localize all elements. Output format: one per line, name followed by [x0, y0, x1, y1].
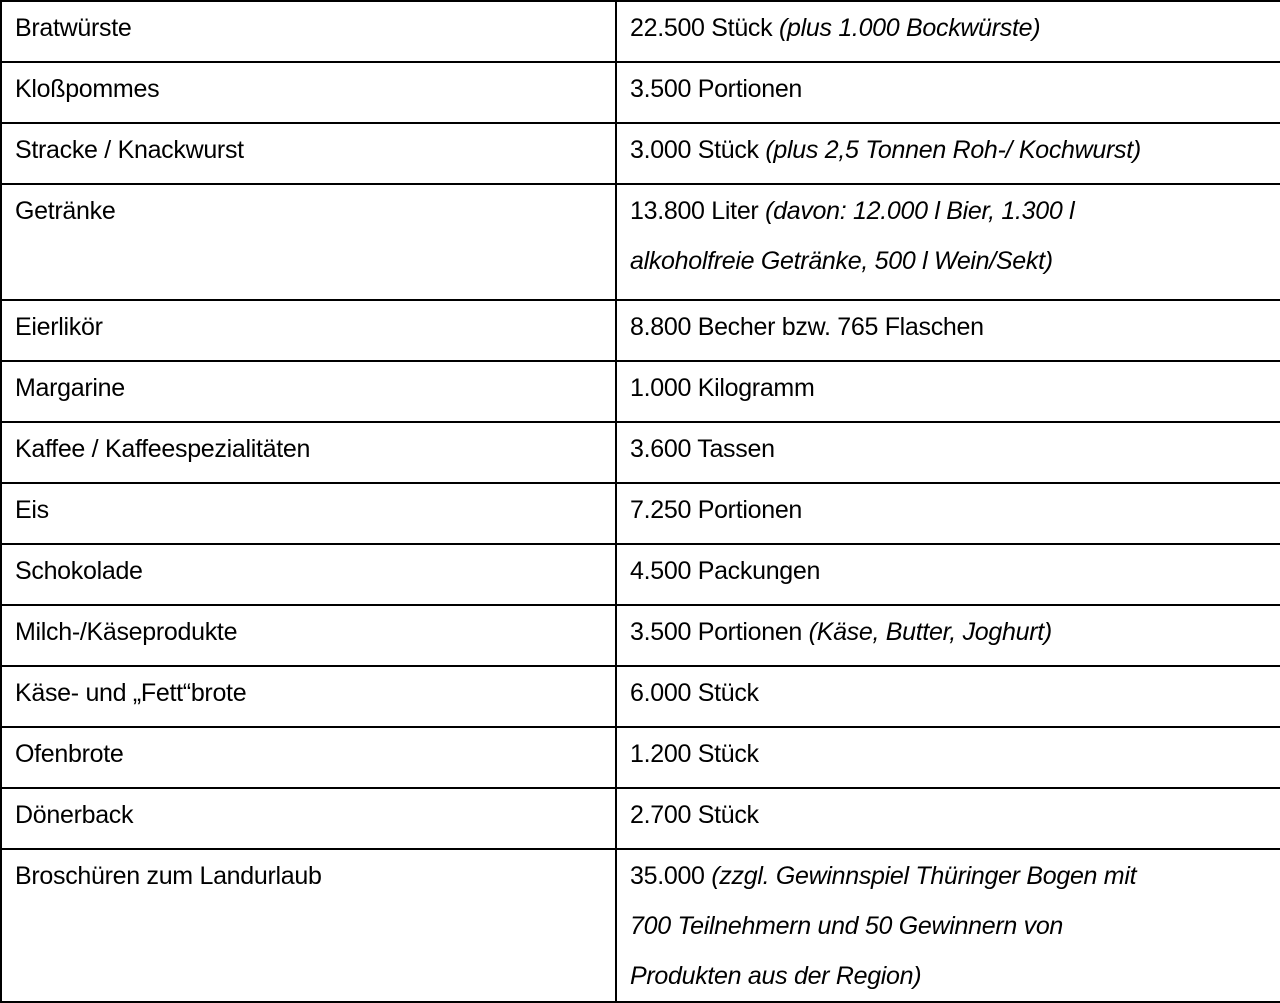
product-name-cell: Kloßpommes [1, 62, 616, 123]
table-row [1, 666, 1280, 727]
quantity-segment: 3.600 Tassen [630, 435, 775, 463]
table-row [1, 361, 1280, 422]
table-row [1, 123, 1280, 184]
product-name-cell: Käse- und „Fett“brote [1, 666, 616, 727]
quantity-segment: 4.500 Packungen [630, 557, 821, 585]
quantity-cell [616, 544, 1280, 605]
quantity-segment: 1.200 Stück [630, 740, 759, 768]
table-row [1, 483, 1280, 544]
quantity-segment: (zzgl. Gewinnspiel Thüringer Bogen mit [711, 862, 1137, 890]
quantity-segment: 700 Teilnehmern und 50 Gewinnern von [630, 912, 1064, 940]
quantity-cell [616, 788, 1280, 849]
quantity-segment: 1.000 Kilogramm [630, 374, 815, 402]
table-row [1, 300, 1280, 361]
product-name-cell: Broschüren zum Landurlaub [1, 849, 616, 1002]
quantity-segment: 8.800 Becher bzw. 765 Flaschen [630, 313, 984, 341]
quantity-segment: Produkten aus der Region) [630, 962, 922, 990]
quantity-cell [616, 123, 1280, 184]
table-row [1, 1, 1280, 62]
table-row [1, 62, 1280, 123]
table-row [1, 727, 1280, 788]
quantity-segment: 35.000 [630, 862, 712, 890]
product-name-cell: Stracke / Knackwurst [1, 123, 616, 184]
quantity-cell [616, 483, 1280, 544]
quantity-segment: 6.000 Stück [630, 679, 759, 707]
quantity-segment: 3.500 Portionen [630, 618, 809, 646]
quantity-segment: (plus 2,5 Tonnen Roh-/ Kochwurst) [765, 136, 1141, 164]
product-name-cell: Eierlikör [1, 300, 616, 361]
quantity-segment: 2.700 Stück [630, 801, 759, 829]
quantity-cell [616, 184, 1280, 300]
product-name-cell: Dönerback [1, 788, 616, 849]
table-row [1, 605, 1280, 666]
quantity-cell [616, 1, 1280, 62]
quantity-segment: (Käse, Butter, Joghurt) [808, 618, 1052, 646]
quantity-segment: 3.000 Stück [630, 136, 766, 164]
product-name-cell: Eis [1, 483, 616, 544]
table-row [1, 544, 1280, 605]
product-name-cell: Bratwürste [1, 1, 616, 62]
product-table-body [1, 1, 1280, 1002]
quantity-segment: 7.250 Portionen [630, 496, 803, 524]
quantity-cell [616, 62, 1280, 123]
quantity-segment: 13.800 Liter [630, 197, 766, 225]
quantity-cell [616, 605, 1280, 666]
quantity-cell [616, 727, 1280, 788]
table-row [1, 184, 1280, 300]
quantity-cell [616, 361, 1280, 422]
quantity-segment: alkoholfreie Getränke, 500 l Wein/Sekt) [630, 247, 1053, 275]
quantity-segment: 3.500 Portionen [630, 75, 803, 103]
table-row [1, 788, 1280, 849]
quantity-segment: (davon: 12.000 l Bier, 1.300 l [765, 197, 1075, 225]
quantity-segment: 22.500 Stück [630, 14, 779, 42]
quantity-cell [616, 300, 1280, 361]
product-name-cell: Margarine [1, 361, 616, 422]
table-row [1, 422, 1280, 483]
product-name-cell: Milch-/Käseprodukte [1, 605, 616, 666]
product-name-cell: Ofenbrote [1, 727, 616, 788]
product-name-cell: Kaffee / Kaffeespezialitäten [1, 422, 616, 483]
quantity-cell [616, 422, 1280, 483]
product-name-cell: Schokolade [1, 544, 616, 605]
product-name-cell: Getränke [1, 184, 616, 300]
quantity-segment: (plus 1.000 Bockwürste) [778, 14, 1041, 42]
quantity-cell [616, 666, 1280, 727]
table-row [1, 849, 1280, 1002]
quantity-cell [616, 849, 1280, 1002]
